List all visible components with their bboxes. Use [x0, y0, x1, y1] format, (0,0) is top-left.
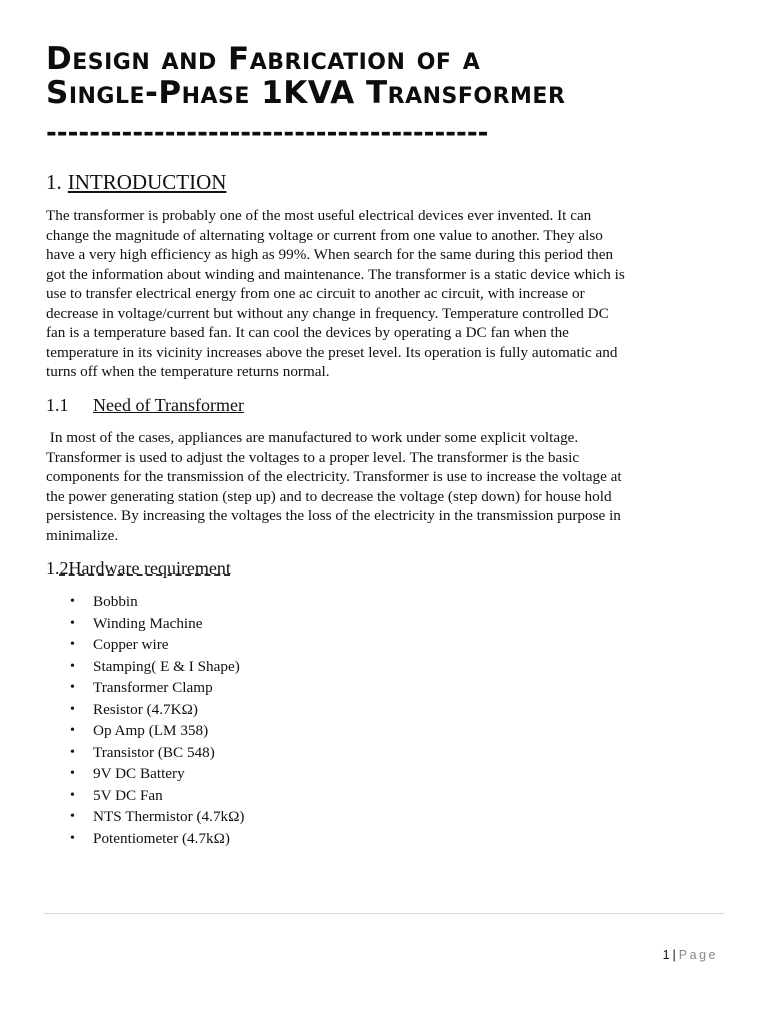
paragraph-line: got the information about winding and maintenance. The transformer is a static device which is	[46, 265, 625, 283]
bullet-icon: •	[70, 637, 75, 652]
section-heading-text: INTRODUCTION	[67, 170, 227, 194]
subsection-heading-text: 2Hardware requirement	[59, 558, 231, 578]
list-item	[46, 634, 244, 656]
page-footer	[663, 946, 718, 964]
bullet-icon: •	[70, 830, 75, 846]
section-number: 1.	[46, 170, 62, 194]
bullet-icon: •	[70, 594, 75, 609]
section-heading-introduction	[46, 168, 226, 196]
subsection-heading-need-of-transformer	[46, 393, 244, 417]
list-item	[46, 613, 244, 635]
document-title-line-2: Single-Phase 1KVA Transformer	[46, 75, 566, 111]
list-item	[46, 591, 244, 613]
list-item	[46, 720, 244, 742]
list-item	[46, 742, 244, 764]
page-label: Page	[678, 948, 718, 962]
paragraph-line: turns off when the temperature returns normal.	[46, 363, 330, 380]
paragraph-line: have a very high efficiency as high as 99%. When search for the same during this period then	[46, 246, 614, 263]
list-item-text: Copper wire	[93, 636, 169, 653]
list-item	[46, 656, 244, 678]
bullet-icon: •	[70, 766, 75, 781]
title-dash-rule: -----------------------------------------	[46, 118, 489, 148]
paragraph-line: use to transfer electrical energy from one ac circuit to another ac circuit, with increase or	[46, 285, 585, 302]
page-separator: |	[672, 948, 676, 962]
paragraph-line: decrease in voltage/current but without any change in frequency. Temperature controlled DC	[46, 304, 609, 322]
list-item-text: Potentiometer (4.7kΩ)	[93, 829, 230, 847]
list-item-text: Op Amp (LM 358)	[93, 722, 209, 739]
paragraph-line: persistence. By increasing the voltages the loss of the electricity in the transmission purpose in	[46, 507, 621, 524]
paragraph-line: In most of the cases, appliances are manufactured to work under some explicit voltage.	[46, 429, 579, 446]
bullet-icon: •	[70, 615, 75, 631]
list-item-text: Transistor (BC 548)	[93, 743, 215, 761]
introduction-paragraph	[46, 206, 726, 382]
list-item-text: NTS Thermistor (4.7kΩ)	[93, 808, 245, 825]
paragraph-line: The transformer is probably one of the most useful electrical devices ever invented. It can	[46, 207, 592, 224]
list-item-text: Bobbin	[93, 593, 138, 610]
page-number: 1	[662, 948, 670, 962]
paragraph-line: change the magnitude of alternating voltage or current from one value to another. They also	[46, 226, 603, 244]
bullet-icon: •	[70, 723, 75, 738]
list-item-text: Stamping( E & I Shape)	[93, 657, 240, 675]
subsection-heading-text: Need of Transformer	[93, 395, 244, 415]
list-item-text: Transformer Clamp	[93, 679, 213, 696]
bullet-icon: •	[70, 658, 75, 674]
document-title	[46, 42, 736, 110]
list-item	[46, 785, 244, 807]
document-title-line-1: Design and Fabrication of a	[46, 41, 481, 77]
bullet-icon: •	[70, 787, 75, 803]
paragraph-line: fan is a temperature based fan. It can cool the devices by operating a DC fan when the	[46, 324, 569, 341]
paragraph-line: Transformer is used to adjust the voltages to a proper level. The transformer is the basic	[46, 448, 580, 466]
bullet-icon: •	[70, 680, 75, 695]
bullet-icon: •	[70, 701, 75, 717]
subsection-heading-hardware-requirement	[46, 556, 231, 580]
list-item-text: 9V DC Battery	[93, 765, 185, 782]
list-item-text: Resistor (4.7KΩ)	[93, 700, 198, 718]
list-item	[46, 763, 244, 785]
paragraph-line: components for the transmission of the electricity. Transformer is use to increase the voltage at	[46, 468, 622, 485]
list-item	[46, 677, 244, 699]
bullet-icon: •	[70, 744, 75, 760]
need-of-transformer-paragraph	[46, 428, 726, 545]
subsection-number: 1.	[46, 558, 60, 578]
list-item-text: Winding Machine	[93, 614, 203, 632]
bullet-icon: •	[70, 809, 75, 824]
paragraph-line: temperature in its vicinity increases above the preset level. Its operation is fully automatic and	[46, 343, 618, 361]
list-item	[46, 828, 244, 850]
paragraph-line: minimalize.	[46, 526, 119, 544]
list-item	[46, 806, 244, 828]
paragraph-line: the power generating station (step up) and to decrease the voltage (step down) for house hold	[46, 487, 612, 505]
list-item-text: 5V DC Fan	[93, 786, 163, 804]
hardware-list	[46, 591, 244, 849]
list-item	[46, 699, 244, 721]
footer-divider	[44, 913, 724, 914]
subsection-number: 1.1	[46, 395, 69, 415]
